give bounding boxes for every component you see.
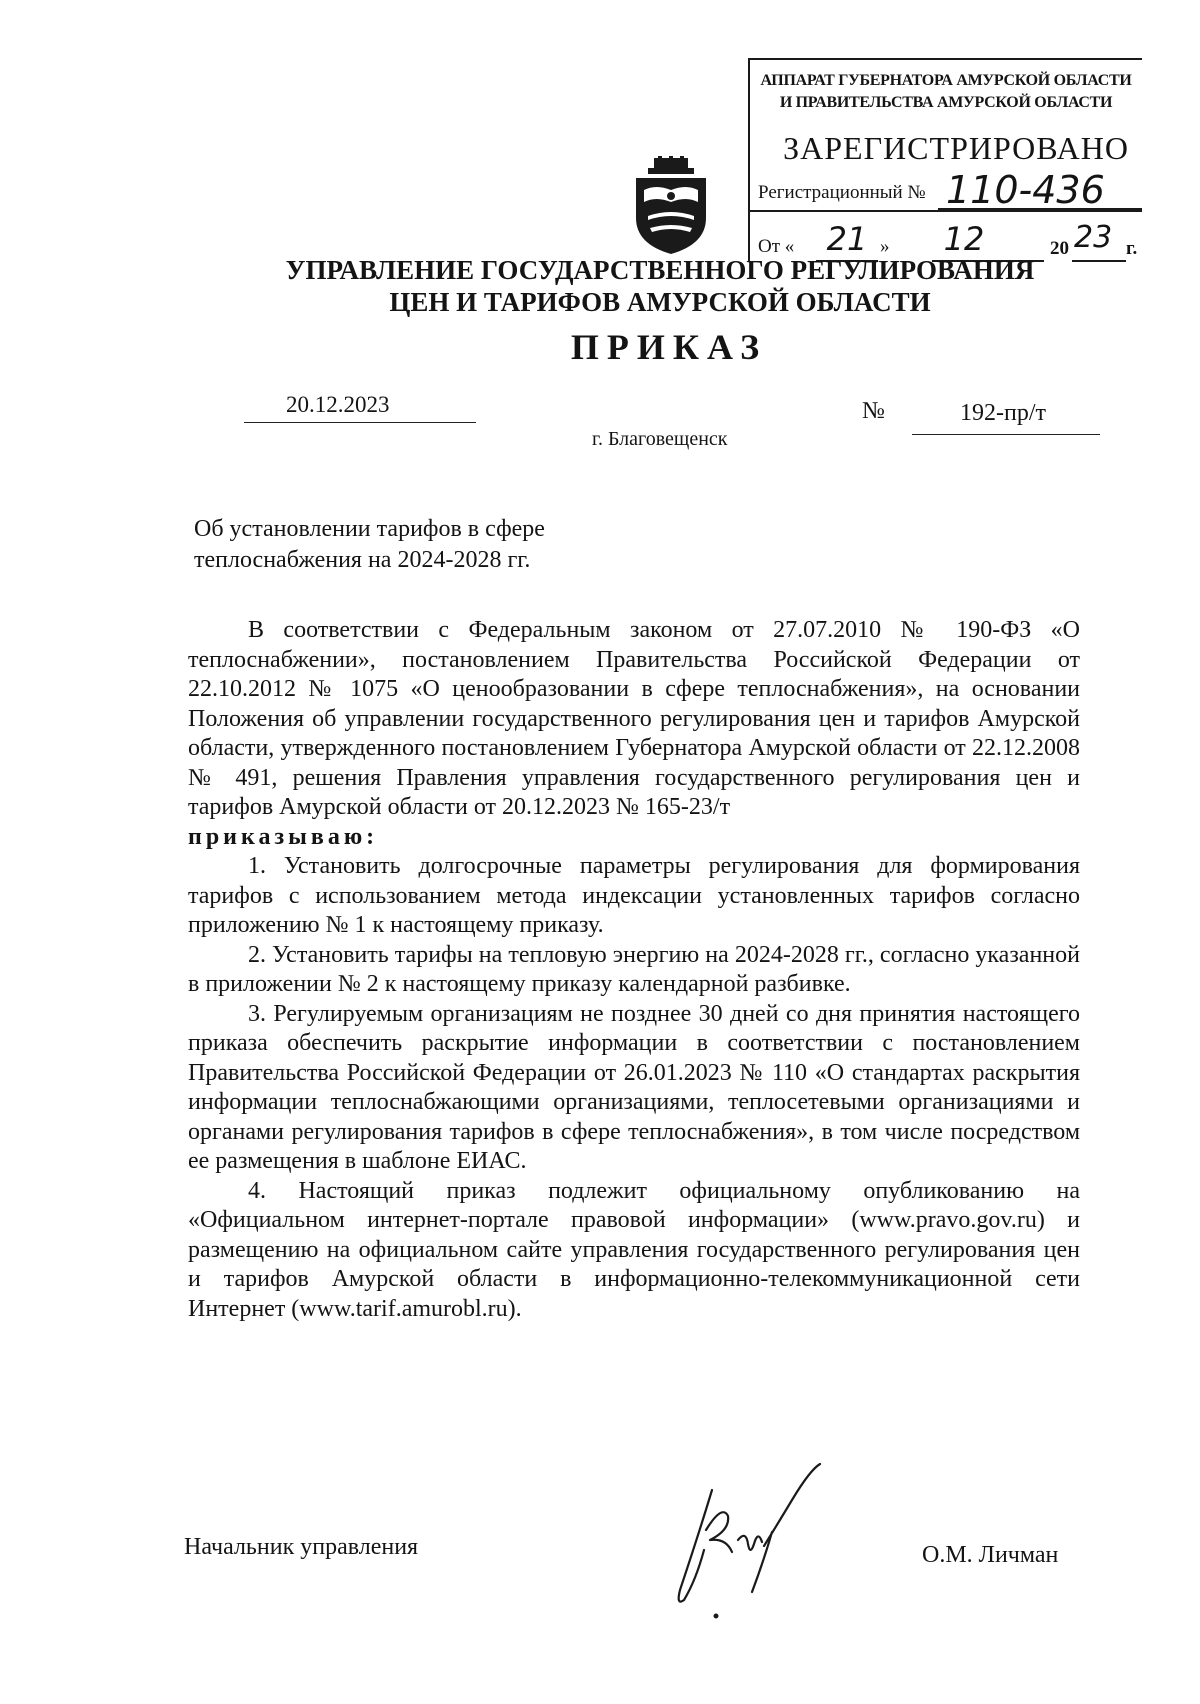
stamp-number-label: Регистрационный № bbox=[758, 182, 926, 203]
agency-name bbox=[260, 254, 1060, 318]
signatory-name: О.М. Личман bbox=[922, 1542, 1059, 1568]
coat-of-arms-icon bbox=[632, 156, 710, 256]
stamp-date-year-prefix: 20 bbox=[1050, 238, 1069, 259]
date-underline bbox=[244, 422, 476, 423]
stamp-year-underline bbox=[1072, 260, 1126, 262]
stamp-org-line1: АППАРАТ ГУБЕРНАТОРА АМУРСКОЙ ОБЛАСТИ bbox=[760, 72, 1132, 89]
number-underline bbox=[912, 434, 1100, 435]
registration-stamp bbox=[748, 58, 1142, 262]
agency-name-line1: УПРАВЛЕНИЕ ГОСУДАРСТВЕННОГО РЕГУЛИРОВАНИЯ bbox=[285, 255, 1035, 285]
stamp-date-month: 12 bbox=[943, 220, 985, 258]
stamp-number-value: 110-436 bbox=[946, 168, 1105, 212]
document-number: 192-пр/т bbox=[960, 400, 1046, 426]
preamble-paragraph: В соответствии с Федеральным законом от 27.07.2010 № 190-ФЗ «О теплоснабжении», постановлением Правительства Российской Федерации от 22.10.2012 № 1075 «О ценообразовании в сфере теплоснабжения», на основании Положения об управлении государственного регулирования цен и тарифов Амурской области, утвержденного постановлением Губернатора Амурской области от 22.12.2008 № 491, решения Правления управления государственного регулирования цен и тарифов Амурской области от 20.12.2023 № 165-23/т bbox=[188, 617, 1080, 820]
number-sign: № bbox=[862, 398, 885, 424]
stamp-date-prefix: От « bbox=[758, 236, 795, 257]
order-word: приказываю: bbox=[188, 823, 379, 850]
document-subject bbox=[194, 514, 694, 576]
order-item-1: 1. Установить долгосрочные параметры регулирования для формирования тарифов с использованием метода индексации установленных тарифов согласно приложению № 1 к настоящему приказу. bbox=[188, 853, 1080, 938]
signatory-title: Начальник управления bbox=[184, 1534, 419, 1560]
document-date: 20.12.2023 bbox=[286, 392, 390, 417]
order-item-3: 3. Регулируемым организациям не позднее 30 дней со дня принятия настоящего приказа обеспечить раскрытие информации в соответствии с постановлением Правительства Российской Федерации от 26.01.2023 № 110 «О стандартах раскрытия информации теплоснабжающими организациями, теплосетевыми организациями и органами регулирования тарифов в сфере теплоснабжения», в том числе посредством ее размещения в шаблоне ЕИАС. bbox=[188, 1000, 1080, 1174]
stamp-date-year: 23 bbox=[1074, 220, 1113, 255]
stamp-registered: ЗАРЕГИСТРИРОВАНО bbox=[783, 130, 1129, 166]
document-type: ПРИКАЗ bbox=[570, 327, 768, 367]
document-body bbox=[188, 616, 1080, 1324]
document-city: г. Благовещенск bbox=[592, 428, 728, 450]
order-item-2: 2. Установить тарифы на тепловую энергию на 2024-2028 гг., согласно указанной в приложении № 2 к настоящему приказу календарной разбивке. bbox=[188, 941, 1080, 997]
stamp-date-day: 21 bbox=[826, 220, 868, 258]
stamp-org-line2: И ПРАВИТЕЛЬСТВА АМУРСКОЙ ОБЛАСТИ bbox=[779, 94, 1113, 111]
stamp-date-year-unit: г. bbox=[1126, 238, 1138, 259]
subject-line2: теплоснабжения на 2024-2028 гг. bbox=[194, 547, 531, 573]
stamp-organization bbox=[750, 70, 1142, 114]
order-item-4: 4. Настоящий приказ подлежит официальному опубликованию на «Официальном интернет-портале правовой информации» (www.pravo.gov.ru) и размещению на официальном сайте управления государственного регулирования цен и тарифов Амурской области в информационно-телекоммуникационной сети Интернет (www.tarif.amurobl.ru). bbox=[188, 1177, 1080, 1322]
handwritten-signature bbox=[660, 1460, 840, 1620]
stamp-divider bbox=[750, 210, 1142, 212]
agency-name-line2: ЦЕН И ТАРИФОВ АМУРСКОЙ ОБЛАСТИ bbox=[389, 287, 931, 317]
subject-line1: Об установлении тарифов в сфере bbox=[194, 516, 545, 542]
stamp-date-quote: » bbox=[880, 236, 890, 257]
